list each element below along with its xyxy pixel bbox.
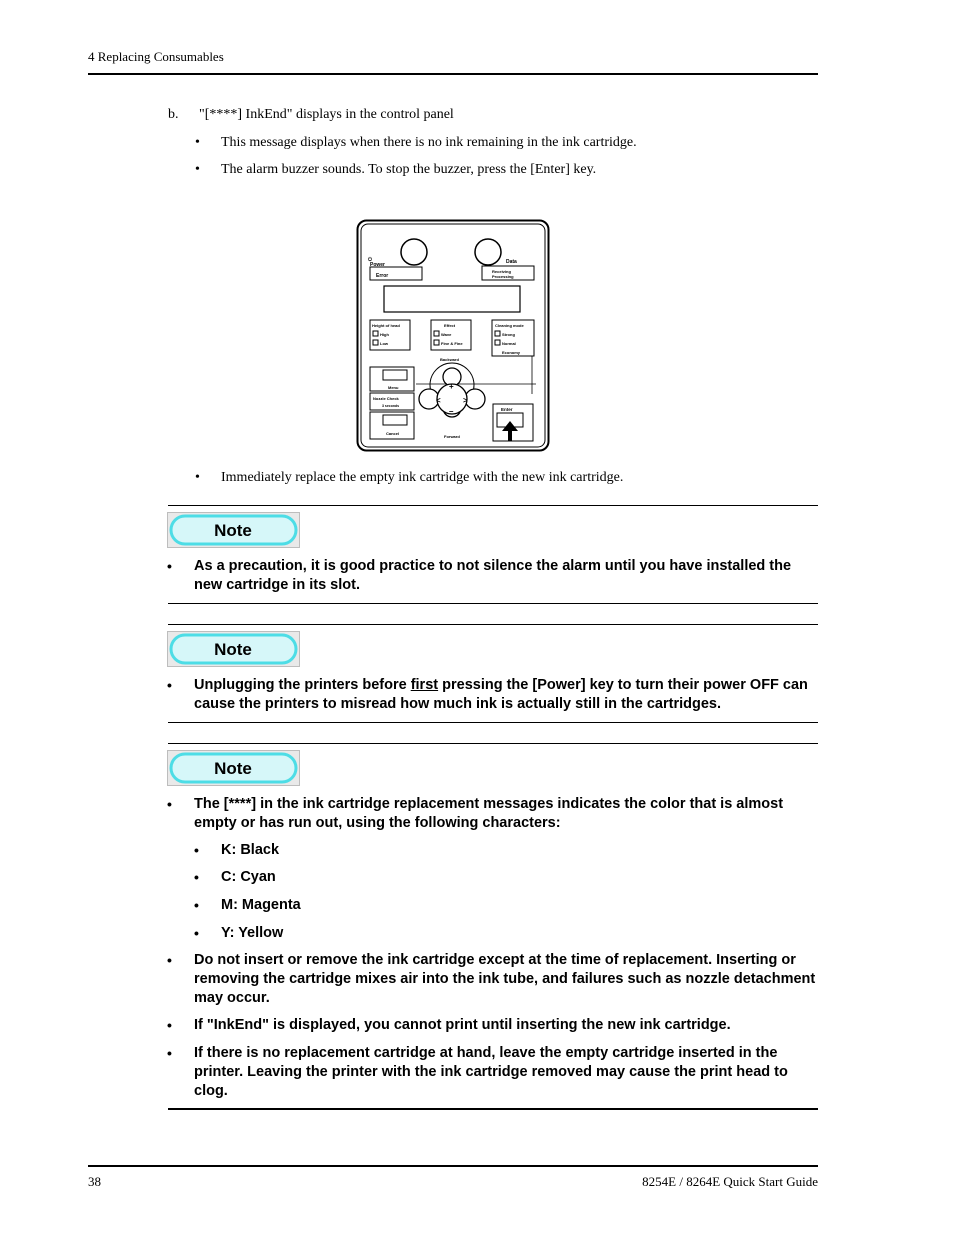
bullet: •: [194, 925, 199, 941]
svg-text:Note: Note: [214, 521, 252, 540]
note-badge: [167, 750, 300, 786]
bullet: •: [195, 470, 200, 485]
note2-text: [194, 676, 818, 714]
bullet: •: [194, 869, 199, 885]
power-icon: ⏻: [368, 257, 372, 263]
right-key: [465, 389, 485, 409]
svg-text:Effect: Effect: [444, 323, 456, 328]
header-rule: [88, 73, 818, 75]
bullet: •: [167, 558, 172, 574]
note2-first: first: [410, 677, 439, 693]
bullet: •: [167, 952, 172, 968]
color-item: M: Magenta: [221, 897, 301, 913]
svg-text:Backward: Backward: [440, 357, 459, 362]
svg-text:Economy: Economy: [502, 350, 521, 355]
svg-text:Note: Note: [214, 640, 252, 659]
color-item: K: Black: [221, 842, 280, 858]
note1-text: As a precaution, it is good practice to not silence the alarm until you have installed the new cartridge in its slot.: [194, 558, 792, 593]
footer-rule: [88, 1165, 818, 1167]
note3-c: If "InkEnd" is displayed, you cannot print until inserting the new ink cartridge.: [194, 1017, 731, 1033]
lcd-display: [384, 286, 520, 312]
bullet-text: The alarm buzzer sounds. To stop the buzzer, press the [Enter] key.: [221, 162, 597, 177]
svg-text:–: –: [449, 407, 454, 416]
bullet: •: [167, 1045, 172, 1061]
color-item: Y: Yellow: [221, 925, 284, 941]
bullet: •: [194, 897, 199, 913]
svg-text:Cancel: Cancel: [386, 431, 400, 436]
data-label: Data: [506, 259, 517, 265]
note-rule: [168, 505, 818, 506]
svg-text:Forward: Forward: [444, 434, 460, 439]
note2-pre: Unplugging the printers before: [194, 677, 411, 693]
svg-text:Low: Low: [380, 341, 388, 346]
receiving-label: Receiving: [492, 269, 511, 274]
bullet: •: [167, 796, 172, 812]
power-button: [401, 239, 427, 265]
svg-text:Height of head: Height of head: [372, 323, 400, 328]
svg-text:3 seconds: 3 seconds: [382, 404, 400, 408]
color-item: C: Cyan: [221, 869, 276, 885]
running-header: 4 Replacing Consumables: [88, 49, 224, 64]
step-title: "[****] InkEnd" displays in the control panel: [199, 107, 454, 122]
footer-title: 8254E / 8264E Quick Start Guide: [642, 1174, 818, 1189]
power-label: Power: [370, 262, 386, 268]
note-rule: [168, 743, 818, 744]
note2-post: pressing the [Power] key to turn their power OFF can cause the printers to misread how much ink is actually still in the cartridges.: [194, 677, 808, 712]
data-button: [475, 239, 501, 265]
note-rule: [168, 722, 818, 723]
svg-text:Normal: Normal: [502, 341, 516, 346]
error-label: Error: [376, 273, 389, 279]
step-marker: b.: [168, 107, 179, 122]
svg-text:Strong: Strong: [502, 332, 515, 337]
svg-text:High: High: [380, 332, 389, 337]
svg-text:Note: Note: [214, 759, 252, 778]
bullet-text: Immediately replace the empty ink cartridge with the new ink cartridge.: [221, 470, 624, 485]
svg-text:<: <: [436, 396, 441, 405]
svg-text:>: >: [463, 396, 468, 405]
svg-text:Nozzle Check: Nozzle Check: [373, 396, 399, 401]
svg-text:Menu: Menu: [388, 385, 399, 390]
note-badge: [167, 631, 300, 667]
note-rule: [168, 624, 818, 625]
note-badge: [167, 512, 300, 548]
bullet: •: [195, 162, 200, 177]
control-panel-illustration: [356, 219, 550, 452]
page-number: 38: [88, 1174, 101, 1189]
svg-text:Wave: Wave: [441, 332, 452, 337]
bullet: •: [167, 677, 172, 693]
bullet: •: [195, 135, 200, 150]
note3-d: If there is no replacement cartridge at hand, leave the empty cartridge inserted in the printer. Leaving the printer with the ink cartridge removed may cause the print head to clog.: [194, 1045, 788, 1099]
bullet: •: [194, 842, 199, 858]
cancel-key: [383, 415, 407, 425]
note3-b: Do not insert or remove the ink cartridge except at the time of replacement. Inserting or removing the cartridge mixes air into the ink tube, and failures such as nozzle detachment may occur.: [194, 952, 816, 1006]
svg-text:Cleaning mode: Cleaning mode: [495, 323, 524, 328]
note-rule: [168, 1108, 818, 1110]
bullet: •: [167, 1017, 172, 1033]
note3-intro: The [****] in the ink cartridge replacement messages indicates the color that is almost empty or has run out, using the following characters:: [194, 796, 784, 831]
bullet-text: This message displays when there is no ink remaining in the ink cartridge.: [221, 135, 637, 150]
svg-text:Fine & Fine: Fine & Fine: [441, 341, 463, 346]
svg-text:Enter: Enter: [501, 407, 513, 412]
svg-text:+: +: [449, 382, 454, 391]
processing-label: Processing: [492, 274, 514, 279]
menu-key: [383, 370, 407, 380]
note-rule: [168, 603, 818, 604]
